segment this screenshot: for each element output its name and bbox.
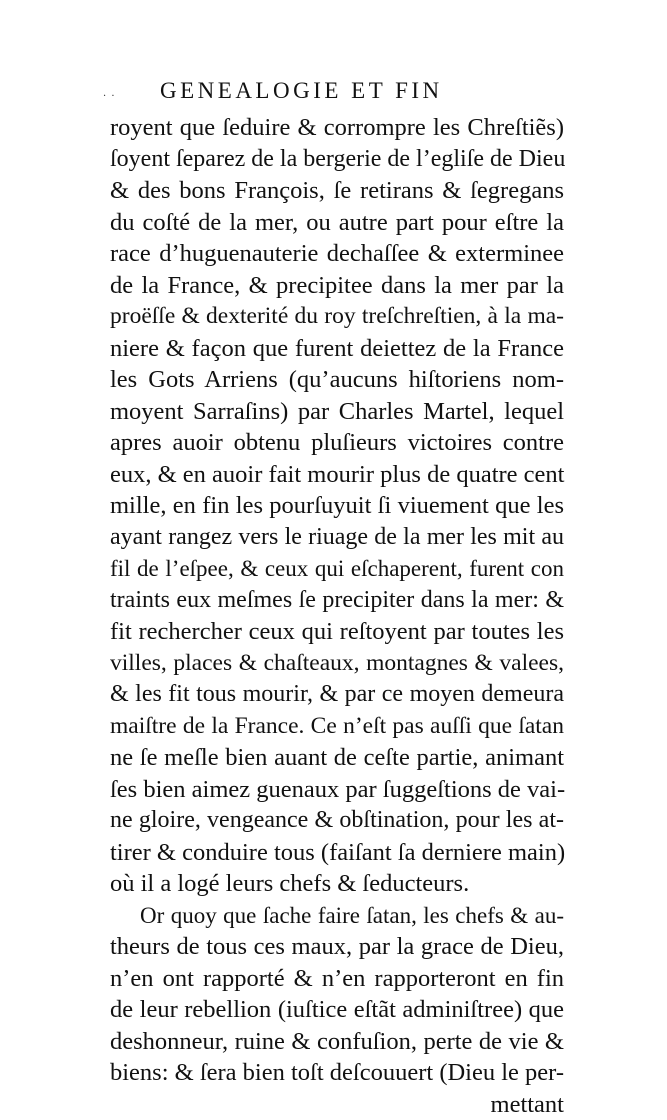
text-line: mille, en fin les pourſuyuit ſi viuement que les xyxy=(110,490,564,522)
text-line: de leur rebellion (iuſtice eſtãt adminiſtree) que xyxy=(110,994,564,1026)
text-line: eux, & en auoir fait mourir plus de quatre cent xyxy=(110,459,564,491)
text-line: n’en ont rapporté & n’en rapporteront en fin xyxy=(110,963,564,995)
text-line: biens: & ſera bien toſt deſcouuert (Dieu le per- xyxy=(110,1057,564,1089)
text-line: traints eux meſmes ſe precipiter dans la mer: & xyxy=(110,585,564,617)
text-line: tirer & conduire tous (faiſant ſa derniere main) xyxy=(110,837,564,869)
text-line: deshonneur, ruine & confuſion, perte de vie & xyxy=(110,1026,564,1058)
text-line: niere & façon que furent deiettez de la France xyxy=(110,333,564,365)
text-line: ſes bien aimez guenaux par ſuggeſtions de vai- xyxy=(110,774,564,806)
text-line: & des bons François, ſe retirans & ſegregans xyxy=(110,175,564,207)
text-line: les Gots Arriens (qu’aucuns hiſtoriens nom- xyxy=(110,364,564,396)
body-text xyxy=(110,112,564,1120)
running-head: GENEALOGIE ET FIN xyxy=(160,78,560,104)
text-line: royent que ſeduire & corrompre les Chreſtiẽs) xyxy=(110,112,564,144)
text-line: villes, places & chaſteaux, montagnes & valees, xyxy=(110,648,564,680)
text-line: fil de l’eſpee, & ceux qui eſchaperent, furent con xyxy=(110,553,564,585)
text-line: de la France, & precipitee dans la mer par la xyxy=(110,270,564,302)
text-line: apres auoir obtenu pluſieurs victoires contre xyxy=(110,427,564,459)
text-line: ſoyent ſeparez de la bergerie de l’egliſe de Dieu xyxy=(110,144,564,176)
text-line: moyent Sarraſins) par Charles Martel, lequel xyxy=(110,396,564,428)
text-line: proëſſe & dexterité du roy treſchreſtien, à la ma- xyxy=(110,301,564,333)
text-line: theurs de tous ces maux, par la grace de Dieu, xyxy=(110,931,564,963)
text-line: du coſté de la mer, ou autre part pour eſtre la xyxy=(110,207,564,239)
text-line: ayant rangez vers le riuage de la mer les mit au xyxy=(110,522,564,554)
text-line: fit rechercher ceux qui reſtoyent par toutes les xyxy=(110,616,564,648)
text-line: où il a logé leurs chefs & ſeducteurs. xyxy=(110,868,564,900)
text-line: & les fit tous mourir, & par ce moyen demeura xyxy=(110,679,564,711)
text-line: ne ſe meſle bien auant de ceſte partie, animant xyxy=(110,742,564,774)
catchword: mettant xyxy=(110,1089,564,1120)
paragraph-start-line: Or quoy que ſache faire ſatan, les chefs & au- xyxy=(110,900,564,932)
text-line: ne gloire, vengeance & obſtination, pour les at- xyxy=(110,805,564,837)
text-line: maiſtre de la France. Ce n’eſt pas auſſi que ſatan xyxy=(110,711,564,743)
page-marker: · · xyxy=(103,91,116,102)
text-line: race d’huguenauterie dechaſſee & exterminee xyxy=(110,238,564,270)
